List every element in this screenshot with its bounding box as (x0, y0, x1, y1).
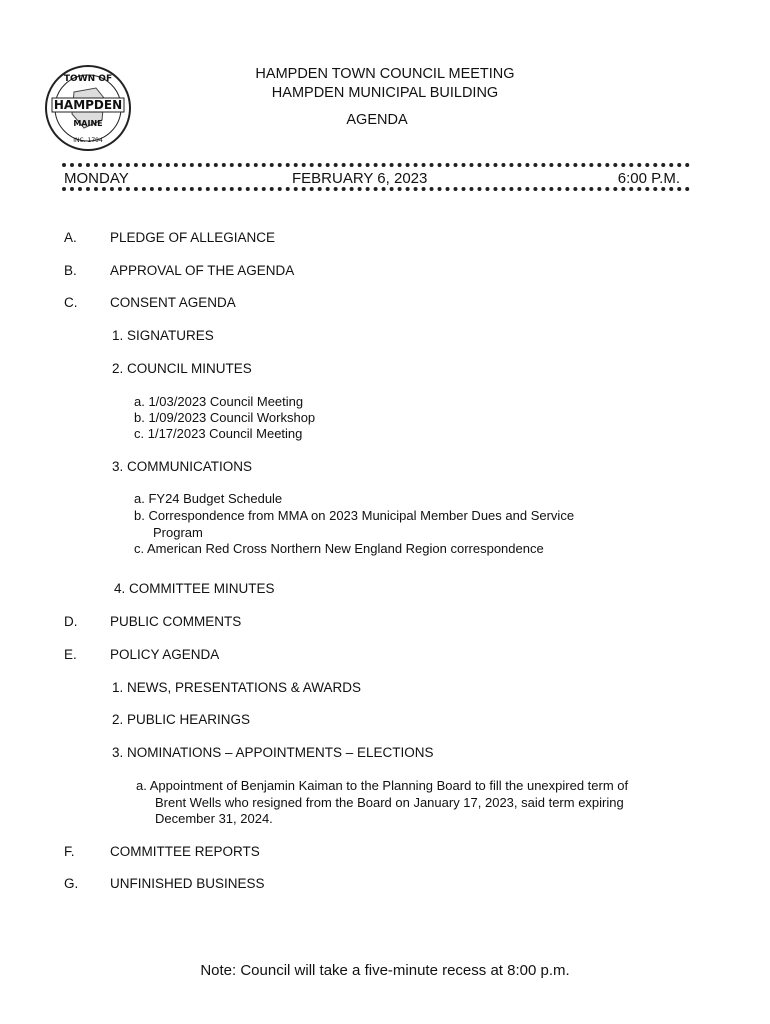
item-e-letter: E. (64, 647, 77, 662)
item-e-appointment: a. Appointment of Benjamin Kaiman to the Planning Board to fill the unexpired term of (136, 778, 629, 793)
item-c-minutes-a: a. 1/03/2023 Council Meeting (134, 394, 304, 409)
seal-center-text: HAMPDEN (53, 98, 123, 112)
item-c-comm-b-cont: Program (153, 525, 203, 540)
item-c-minutes-b: b. 1/09/2023 Council Workshop (134, 410, 316, 425)
header-title: HAMPDEN TOWN COUNCIL MEETING (255, 66, 515, 82)
item-g-text: UNFINISHED BUSINESS (110, 876, 265, 891)
seal-ring-text: INC. 1794 (73, 137, 103, 144)
item-e-hearings: 2. PUBLIC HEARINGS (112, 712, 251, 727)
item-e-appointment-cont1: Brent Wells who resigned from the Board on January 17, 2023, said term expiring (155, 795, 624, 810)
item-f-text: COMMITTEE REPORTS (110, 844, 260, 859)
meeting-day: MONDAY (64, 170, 129, 187)
seal-lower-text: MAINE (73, 119, 103, 128)
item-c-signatures: 1. SIGNATURES (112, 328, 214, 343)
item-c-text: CONSENT AGENDA (110, 295, 236, 310)
item-a-text: PLEDGE OF ALLEGIANCE (110, 230, 276, 245)
item-b-text: APPROVAL OF THE AGENDA (110, 263, 295, 278)
item-e-appointment-cont2: December 31, 2024. (155, 811, 273, 826)
item-c-minutes-c: c. 1/17/2023 Council Meeting (134, 426, 303, 441)
item-e-nominations: 3. NOMINATIONS – APPOINTMENTS – ELECTIONS (112, 745, 434, 760)
item-a-letter: A. (64, 230, 77, 245)
item-f-letter: F. (64, 844, 75, 859)
item-c-communications: 3. COMMUNICATIONS (112, 459, 253, 474)
item-c-comm-b: b. Correspondence from MMA on 2023 Municipal Member Dues and Service (134, 508, 575, 523)
item-e-text: POLICY AGENDA (110, 647, 220, 662)
item-c-council-minutes: 2. COUNCIL MINUTES (112, 361, 252, 376)
item-e-news: 1. NEWS, PRESENTATIONS & AWARDS (112, 680, 362, 695)
meeting-date: FEBRUARY 6, 2023 (292, 170, 428, 187)
item-c-committee-minutes: 4. COMMITTEE MINUTES (114, 581, 275, 596)
item-c-letter: C. (64, 295, 78, 310)
meeting-time: 6:00 P.M. (617, 170, 680, 187)
item-c-comm-c: c. American Red Cross Northern New England Region correspondence (134, 541, 544, 556)
seal-top-text: TOWN OF (63, 74, 113, 84)
header-agenda: AGENDA (346, 112, 408, 128)
item-d-text: PUBLIC COMMENTS (110, 614, 242, 629)
item-c-comm-a: a. FY24 Budget Schedule (134, 491, 283, 506)
recess-note: Note: Council will take a five-minute recess at 8:00 p.m. (200, 962, 570, 979)
top-dotted-rule (62, 163, 690, 167)
item-d-letter: D. (64, 614, 78, 629)
bottom-dotted-rule (62, 187, 690, 191)
header-location: HAMPDEN MUNICIPAL BUILDING (271, 85, 499, 101)
item-b-letter: B. (64, 263, 77, 278)
item-g-letter: G. (64, 876, 79, 891)
